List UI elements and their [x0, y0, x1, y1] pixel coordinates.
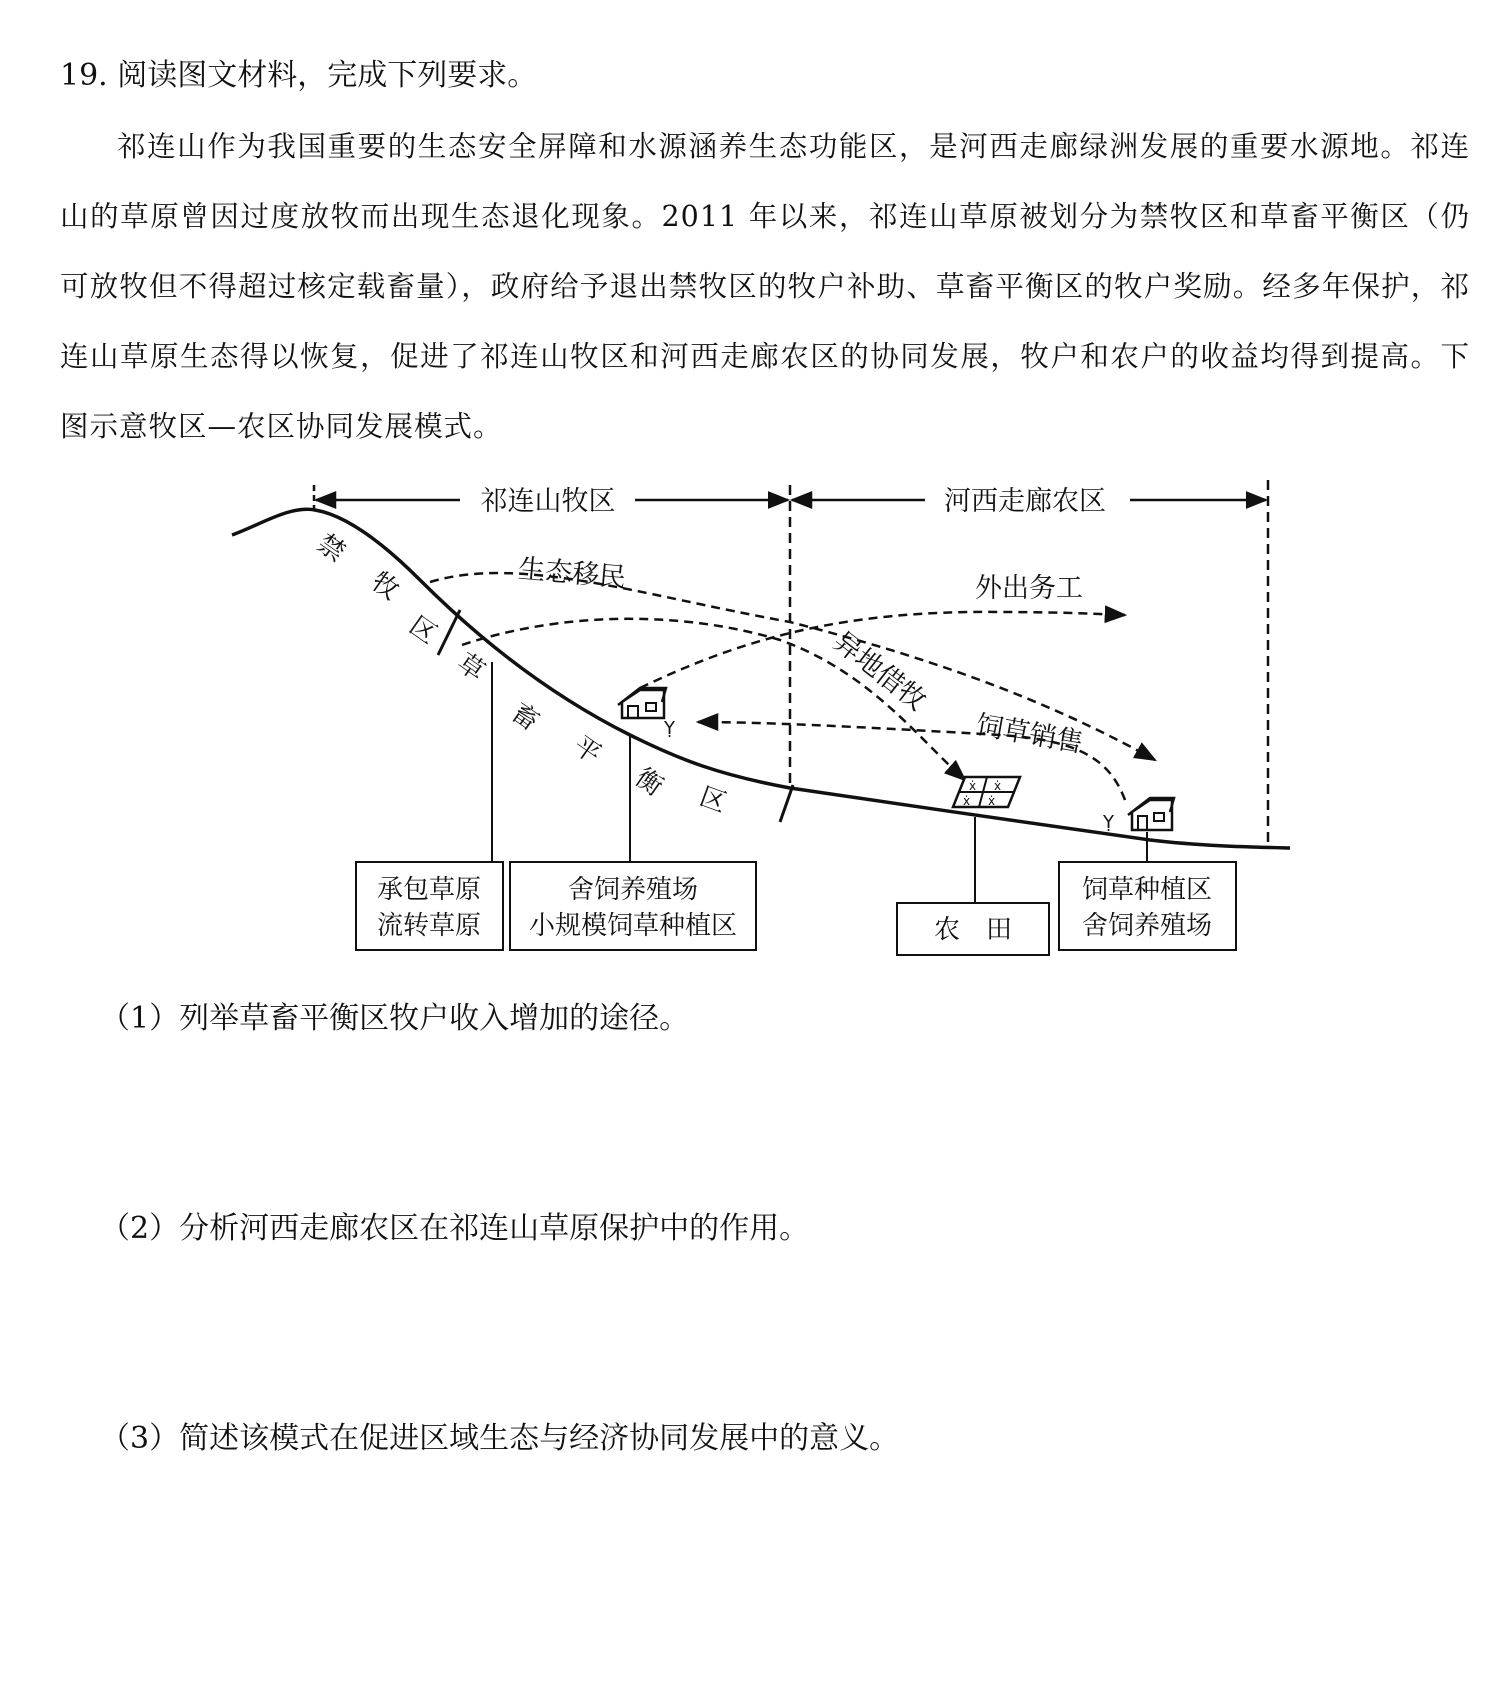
svg-text:ẋ: ẋ	[963, 794, 971, 808]
zone-balance-char-4: 衡	[629, 762, 669, 803]
flow-offsite-grazing-path	[462, 619, 965, 780]
question-paragraph: 祁连山作为我国重要的生态安全屏障和水源涵养生态功能区，是河西走廊绿洲发展的重要水源地。祁连山的草原曾因过度放牧而出现生态退化现象。2011 年以来，祁连山草原被划分为禁牧区和草畜平衡区（仍可放牧但不得超过核定载畜量），政府给予退出禁牧区的牧户补助、草畜平衡区的牧户奖励。经多年保护，祁连山草原生态得以恢复，促进了祁连山牧区和河西走廊农区的协同发展，牧户和农户的收益均得到提高。下图示意牧区—农区协同发展模式。	[60, 130, 1470, 443]
zone-ban-char-1: 禁	[311, 528, 351, 569]
zone-balance-char-3: 平	[567, 730, 607, 771]
mountain-slope	[232, 509, 1290, 848]
sub-question-3: （3）简述该模式在促进区域生态与经济协同发展中的意义。	[100, 1421, 900, 1456]
box-feedlot-small-line2: 小规模饲草种植区	[528, 911, 738, 941]
zone-separator-2	[780, 785, 793, 822]
zone-balance-char-5: 区	[695, 781, 731, 819]
zone-ban-char-2: 牧	[365, 566, 405, 607]
box-forage-feedlot-line1: 饲草种植区	[1081, 875, 1213, 905]
box-farmland-label: 农 田	[933, 915, 1013, 945]
label-agricultural-region: 河西走廊农区	[944, 486, 1106, 517]
svg-text:ẋ: ẋ	[988, 794, 996, 808]
sub-question-2: （2）分析河西走廊农区在祁连山草原保护中的作用。	[100, 1211, 810, 1246]
question-title: 19. 阅读图文材料，完成下列要求。	[60, 58, 538, 93]
zone-separator-1	[438, 610, 460, 655]
svg-text:ẋ: ẋ	[994, 779, 1002, 793]
farmland-field-icon	[953, 777, 1020, 808]
pastoral-agricultural-diagram	[0, 470, 1508, 960]
label-pastoral-region: 祁连山牧区	[480, 486, 616, 517]
box-contract-grassland-line1: 承包草原	[376, 875, 482, 905]
grass-sprout-icon-2: Ỵ	[1103, 812, 1114, 833]
grass-sprout-icon-1: Ỵ	[664, 718, 675, 739]
label-forage-sales: 饲草销售	[973, 709, 1086, 760]
zone-balance-char-1: 草	[451, 647, 491, 688]
box-contract-grassland-line2: 流转草原	[376, 911, 482, 941]
svg-text:ẋ: ẋ	[969, 779, 977, 793]
label-offsite-grazing: 异地借牧	[827, 626, 932, 718]
label-ecological-migration: 生态移民	[516, 553, 628, 594]
house-pastoral-icon	[618, 688, 666, 718]
house-agricultural-icon	[1128, 798, 1174, 830]
sub-question-1: （1）列举草畜平衡区牧户收入增加的途径。	[100, 1001, 690, 1036]
label-migrant-work: 外出务工	[975, 573, 1083, 604]
zone-balance-char-2: 畜	[505, 697, 545, 738]
zone-ban-char-3: 区	[403, 610, 443, 651]
box-feedlot-small-line1: 舍饲养殖场	[567, 875, 699, 905]
box-forage-feedlot-line2: 舍饲养殖场	[1081, 911, 1213, 941]
